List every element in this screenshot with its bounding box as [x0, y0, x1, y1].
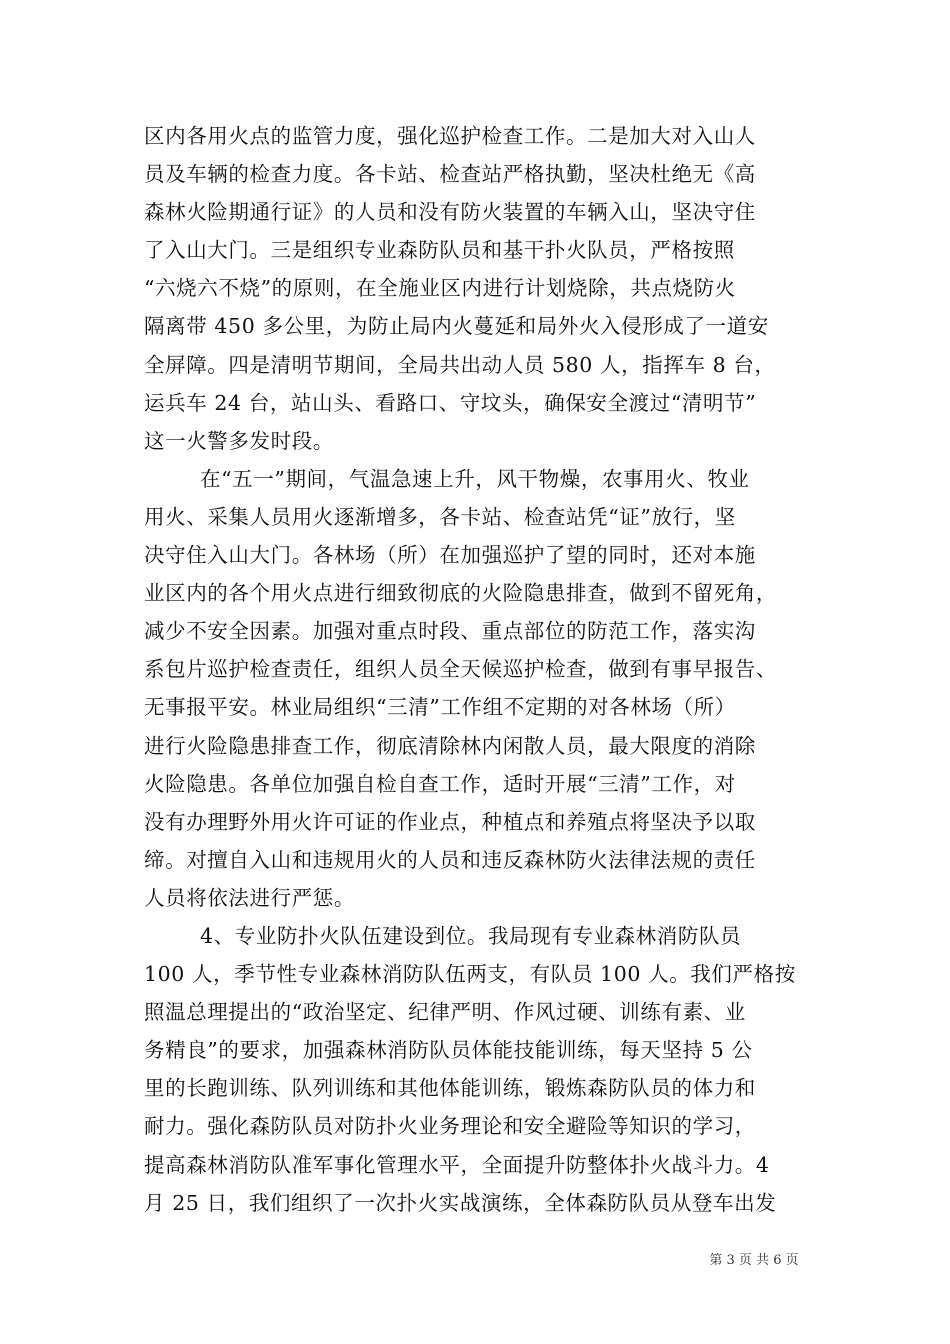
text-line: 100 人，季节性专业森林消防队伍两支，有队员 100 人。我们严格按: [144, 962, 796, 987]
text-line: 员及车辆的检查力度。各卡站、检查站严格执勤，坚决杜绝无《高: [144, 162, 756, 187]
text-line: 里的长跑训练、队列训练和其他体能训练，锻炼森防队员的体力和: [144, 1076, 756, 1101]
text-line: 火险隐患。各单位加强自检自查工作，适时开展“三清”工作，对: [144, 771, 736, 796]
text-line: 决守住入山大门。各林场（所）在加强巡护了望的同时，还对本施: [144, 543, 756, 568]
text-line: 务精良”的要求，加强森林消防队员体能技能训练，每天坚持 5 公: [144, 1038, 753, 1063]
text-line: 耐力。强化森防队员对防扑火业务理论和安全避险等知识的学习，: [144, 1114, 756, 1139]
paragraph-start-line: 在“五一”期间，气温急速上升，风干物燥，农事用火、牧业: [200, 466, 750, 491]
text-line: 这一火警多发时段。: [144, 428, 334, 453]
page-number-footer: 第 3 页 共 6 页: [709, 1253, 799, 1268]
text-line: 了入山大门。三是组织专业森防队员和基干扑火队员，严格按照: [144, 238, 735, 263]
text-line: 运兵车 24 台，站山头、看路口、守坟头，确保安全渡过“清明节”: [144, 390, 757, 415]
text-line: 没有办理野外用火许可证的作业点，种植点和养殖点将坚决予以取: [144, 809, 756, 834]
text-line: 提高森林消防队准军事化管理水平，全面提升防整体扑火战斗力。4: [144, 1152, 770, 1177]
text-line: 业区内的各个用火点进行细致彻底的火险隐患排查，做到不留死角，: [144, 581, 777, 606]
text-line: 系包片巡护检查责任，组织人员全天候巡护检查，做到有事早报告、: [144, 657, 777, 682]
text-line: 全屏障。四是清明节期间，全局共出动人员 580 人，指挥车 8 台，: [144, 352, 776, 377]
text-line: 进行火险隐患排查工作，彻底清除林内闲散人员，最大限度的消除: [144, 733, 756, 758]
text-line: 月 25 日，我们组织了一次扑火实战演练，全体森防队员从登车出发: [144, 1190, 777, 1215]
text-line: 区内各用火点的监管力度，强化巡护检查工作。二是加大对入山人: [144, 124, 756, 148]
text-line: 照温总理提出的“政治坚定、纪律严明、作风过硬、训练有素、业: [144, 1000, 746, 1025]
text-line: 减少不安全因素。加强对重点时段、重点部位的防范工作，落实沟: [144, 619, 756, 644]
text-line: 缔。对擅自入山和违规用火的人员和违反森林防火法律法规的责任: [144, 847, 756, 872]
text-line: 人员将依法进行严惩。: [144, 885, 355, 910]
text-line: 隔离带 450 多公里，为防止局内火蔓延和局外火入侵形成了一道安: [144, 314, 769, 339]
paragraph-start-line: 4、专业防扑火队伍建设到位。我局现有专业森林消防队员: [200, 923, 742, 948]
text-line: “六烧六不烧”的原则，在全施业区内进行计划烧除，共点烧防火: [144, 276, 736, 301]
text-line: 森林火险期通行证》的人员和没有防火装置的车辆入山，坚决守住: [144, 200, 756, 225]
document-body: [144, 117, 814, 1222]
text-line: 无事报平安。林业局组织“三清”工作组不定期的对各林场（所）: [144, 695, 736, 720]
text-line: 用火、采集人员用火逐渐增多，各卡站、检查站凭“证”放行，坚: [144, 504, 736, 529]
